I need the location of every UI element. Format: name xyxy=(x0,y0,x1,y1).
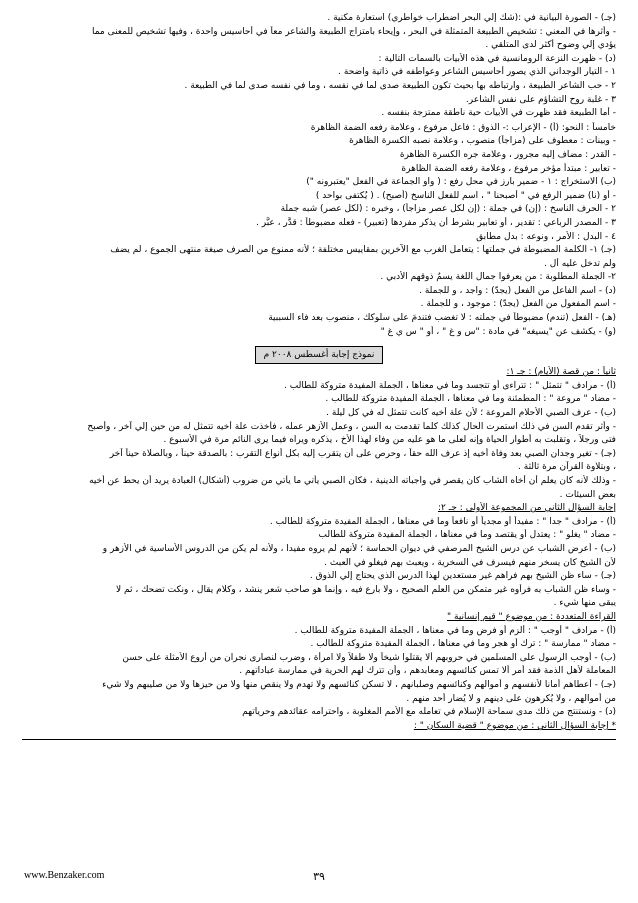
text-line: - القدر : مضاف إليه مجرور ، وعلامة جره الكسرة الظاهرة xyxy=(399,149,616,160)
text-line: (ب) - أعرض الشباب عن درس الشيخ المرصفي في ديوان الحماسة ؛ لأنهم لم يروه مفيدا ، ولأنه لم يكن من الدروس الأساسية في الأزهر و xyxy=(102,543,616,554)
text-line: بعض السيئات . xyxy=(559,489,616,500)
text-line: ٢- الجملة المطلوبة : من يعرفوا جمال اللغة يسمُ ذوقهم الأدبي . xyxy=(380,272,616,283)
text-line: (جـ) - أعطاهم أمانا لأنفسهم و أموالهم وكنائسهم وصلبانهم ، لا تسكن كنائسهم ولا تهدم ولا ينقص منها ولا من حيزها ولا من صليبهم ولا شيء xyxy=(102,679,616,690)
text-line: ٤ - البدل : الأمر ، ونوعه : بدل مطابق xyxy=(476,231,616,242)
text-line: - أما الطبيعة فقد ظهرت في الأبيات حية ناطقة ممتزجة بنفسه . xyxy=(381,108,616,119)
text-line: (ب) الاستخراج : ١ - ضمير بارز في محل رفع : ( واو الجماعة في الفعل "يعتبرونه ") xyxy=(306,177,616,188)
text-line: يبقى منها شيء . xyxy=(553,598,616,609)
text-line: (د) - اسم الفاعل من الفعل (يجدّ) : واجد ، و للجملة . xyxy=(419,285,616,296)
text-line: (جـ) - تغير وجدان الصبي بعد وفاة أخيه إذ عرف الله حقاً ، وحرص على أن يتقرب إليه بكل أنواع التقرب : بالصدقة حيناً ، وبالصلاة حيناً آخر xyxy=(109,448,616,459)
text-line: ولم تدخل عليه أل . xyxy=(544,258,616,269)
text-line: (أ) - مرادف " جدا " : مفيداً أو مجدياً أو نافعاً وما في معناها ، الجملة المفيدة متروكة للطالب . xyxy=(269,516,616,527)
text-line: إجابة السؤال الثاني من المجموعة الأولى : جـ ٢: xyxy=(437,503,616,514)
text-line: (هـ) - الفعل (تندم) مضبوطاً في جملته : لا تغضب فتندمَ على سلوكك ، منصوب بعد فاء السببية xyxy=(268,313,616,324)
text-line: ٣ - المصدر الرباعي : تقدير ، أو تعابير بشرط أن يذكر مفردها (تعبير) - فعله مضبوطاً : قدَّر ، عبَّر . xyxy=(256,217,616,228)
text-line: * إجابة السؤال الثاني : من موضوع " قضية السكان " : xyxy=(413,720,616,731)
text-line: ١ - التيار الوجداني الذي يصور أحاسيس الشاعر وعواطفه في ذاتية واضحة . xyxy=(338,67,616,78)
text-line: يؤدي إلي وضوح أكثر لدى المتلقي . xyxy=(485,40,616,51)
text-line: القراءة المتعددة : من موضوع " قيم إنسانية " xyxy=(447,611,616,622)
text-line: فتى ورجلاً ، وتقلبت به أطوار الحياة وإنه لعلى ما هو عليه من وفاء لهذا الأخ ، يذكره ويراه فيما يرى النائم مرة في الأسبوع . xyxy=(163,435,616,446)
text-line: - مضاد " يغلو " : يعتدل أو يقتصد وما في معناها ، الجملة المفيدة متروكة للطالب xyxy=(318,530,616,541)
text-line: - تعابير : مبتدأ مؤخر مرفوع ، وعلامة رفعه الضمة الظاهرة xyxy=(401,163,616,174)
text-line: - مضاد " ممارسة " : ترك أو هجر وما في معناها ، الجملة المفيدة متروكة للطالب . xyxy=(310,639,616,650)
text-line: ثانياً : من قصة (الأيام) : جـ ١: xyxy=(506,367,616,378)
reading-answers xyxy=(22,366,616,733)
text-line: - وبينات : معطوف على (مزاجاً) منصوب ، وعلامة نصبه الكسرة الظاهرة xyxy=(349,136,616,147)
text-line: خامساً : النحو: (أ) - الإعراب :- الذوق : فاعل مرفوع ، وعلامة رفعه الضمة الظاهرة xyxy=(310,122,616,133)
text-line: (جـ) - ساء ظن الشيخ بهم فراهم غير مستعدين لهذا الدرس الذي يحتاج إلي الذوق . xyxy=(309,571,616,582)
text-line: - مضاد " مروعة " : المطمئنة وما في معناها ، الجملة المفيدة متروكة للطالب . xyxy=(325,394,616,405)
text-line: - وأثرها في المعني : تشخيص الطبيعة المتمثلة في البحر ، وإيحاء بامتزاج الطبيعة والشاعر معاً في أحاسيس واحدة ، وفيها تشخيص للمعنى مما xyxy=(91,26,616,37)
text-line: - وساء ظن الشباب به فرأوه غير متمكن من العلم الصحيح ، ولا بارع فيه ، وإنما هو صاحب شعر ينشد ، وكلام يقال ، ونكت تضحك ، ثم لا xyxy=(115,584,616,595)
answer-model-heading xyxy=(22,342,616,362)
text-line: ٣ - غلبة روح التشاؤم على نفس الشاعر. xyxy=(465,94,616,105)
answer-content xyxy=(22,12,616,740)
text-line: (د) - ونستنتج من ذلك مدى سماحة الإسلام في تعامله مع الأمم المغلوبة ، واحترامه عقائدهم وحرياتهم xyxy=(242,707,616,718)
text-line: ٢ - الحرف الناسخ : (إن) في جملة : (إن لكل عصر مزاجاً) ، وخبره : (لكل عصر) شبه جملة xyxy=(280,204,616,215)
text-line: ، وبتلاوة القرآن مرة ثالثة . xyxy=(518,462,616,473)
text-line: (جـ) - الصورة البيانية في :(شك إلي البحر اضطراب خواطري) استعارة مكنية . xyxy=(327,13,616,23)
page-number: ٣٩ xyxy=(313,870,325,883)
website-footer[interactable]: www.Benzaker.com xyxy=(24,870,105,881)
text-line: - اسم المفعول من الفعل (يجدّ) : موجود ، و للجملة . xyxy=(420,299,616,310)
text-line: (ب) - أوجب الرسول على المسلمين في حروبهم ألا يقتلوا شيخاً ولا طفلاً ولا امرأة ، وضرب لنصارى نجران من أروع الأمثلة على حسن xyxy=(122,652,616,663)
text-line: (ب) - عرف الصبي الأحلام المروعة ؛ لأن علة أخيه كانت تتمثل له في كل ليلة . xyxy=(326,408,616,419)
literature-and-grammar-answers xyxy=(22,12,616,339)
text-line: - أو (نا) ضمير الرفع في " أصبحنا " ، اسم للفعل الناسخ (أصبح) . ( يُكتفى بواحد ) xyxy=(315,190,616,201)
text-line: - وذلك لأنه كان يعلم أن أخاه الشاب كان يقصر في واجباته الدينية ، فكان الصبي يأتي ما يأتي من ضروب (أشكال) العبادة يريد أن يحط عن أخيه xyxy=(89,476,616,486)
footer-divider xyxy=(22,739,616,740)
answer-model-box: نموذج إجابة أغسطس ٢٠٠٨ م xyxy=(255,346,384,364)
text-line: المعاملة لأهل الذمة فقد أمر ألا تمس كنائسهم ومعابدهم ، وأن تترك لهم الحرية في ممارسة عباداتهم . xyxy=(239,666,616,677)
text-line: (د) - ظهرت النزعة الرومانسية في هذه الأبيات بالسمات التالية : xyxy=(378,53,616,64)
text-line: (و) - يكشف عن "يسيغه" في مادة : "س و غ " ، أو " س ي غ " xyxy=(380,326,616,337)
text-line: ٢ - حب الشاعر الطبيعة ، وارتباطه بها بحيث تكون الطبيعة صدى لما في نفسه ، وما في نفسه صدى لما في الطبيعة . xyxy=(184,80,616,91)
text-line: لأن الشيخ كان يسخر منهم فيسرف في السخرية ، ويعبث بهم فيغلو في العبث . xyxy=(324,557,616,568)
text-line: من أموالهم ، ولا يُكرهون على دينهم و لا يُضار أحد منهم . xyxy=(406,693,616,704)
text-line: (أ) - مرادف " أوجب " : ألزم أو فرض وما في معناها ، الجملة المفيدة متروكة للطالب . xyxy=(294,625,616,636)
text-line: (أ) - مرادف " تتمثل " : تتراءى أو تتجسد وما في معناها ، الجملة المفيدة متروكة للطالب . xyxy=(284,380,616,391)
text-line: (جـ) ١- الكلمة المضبوطة في جملتها : يتعامل الغرب مع الآخرين بمقاييس مختلفة ؛ لأنه ممنوع من الصرف صيغة منتهى الجموع ، لم يضف xyxy=(110,245,616,256)
text-line: - وأثر تقدم السن في ذلك استمرت الحال كذلك كلما تقدمت به السن ، وعمل الأزهر عمله ، فأخذت علة أخيه تتمثل له من حين إلي آخر ، وأصبح xyxy=(87,421,616,432)
